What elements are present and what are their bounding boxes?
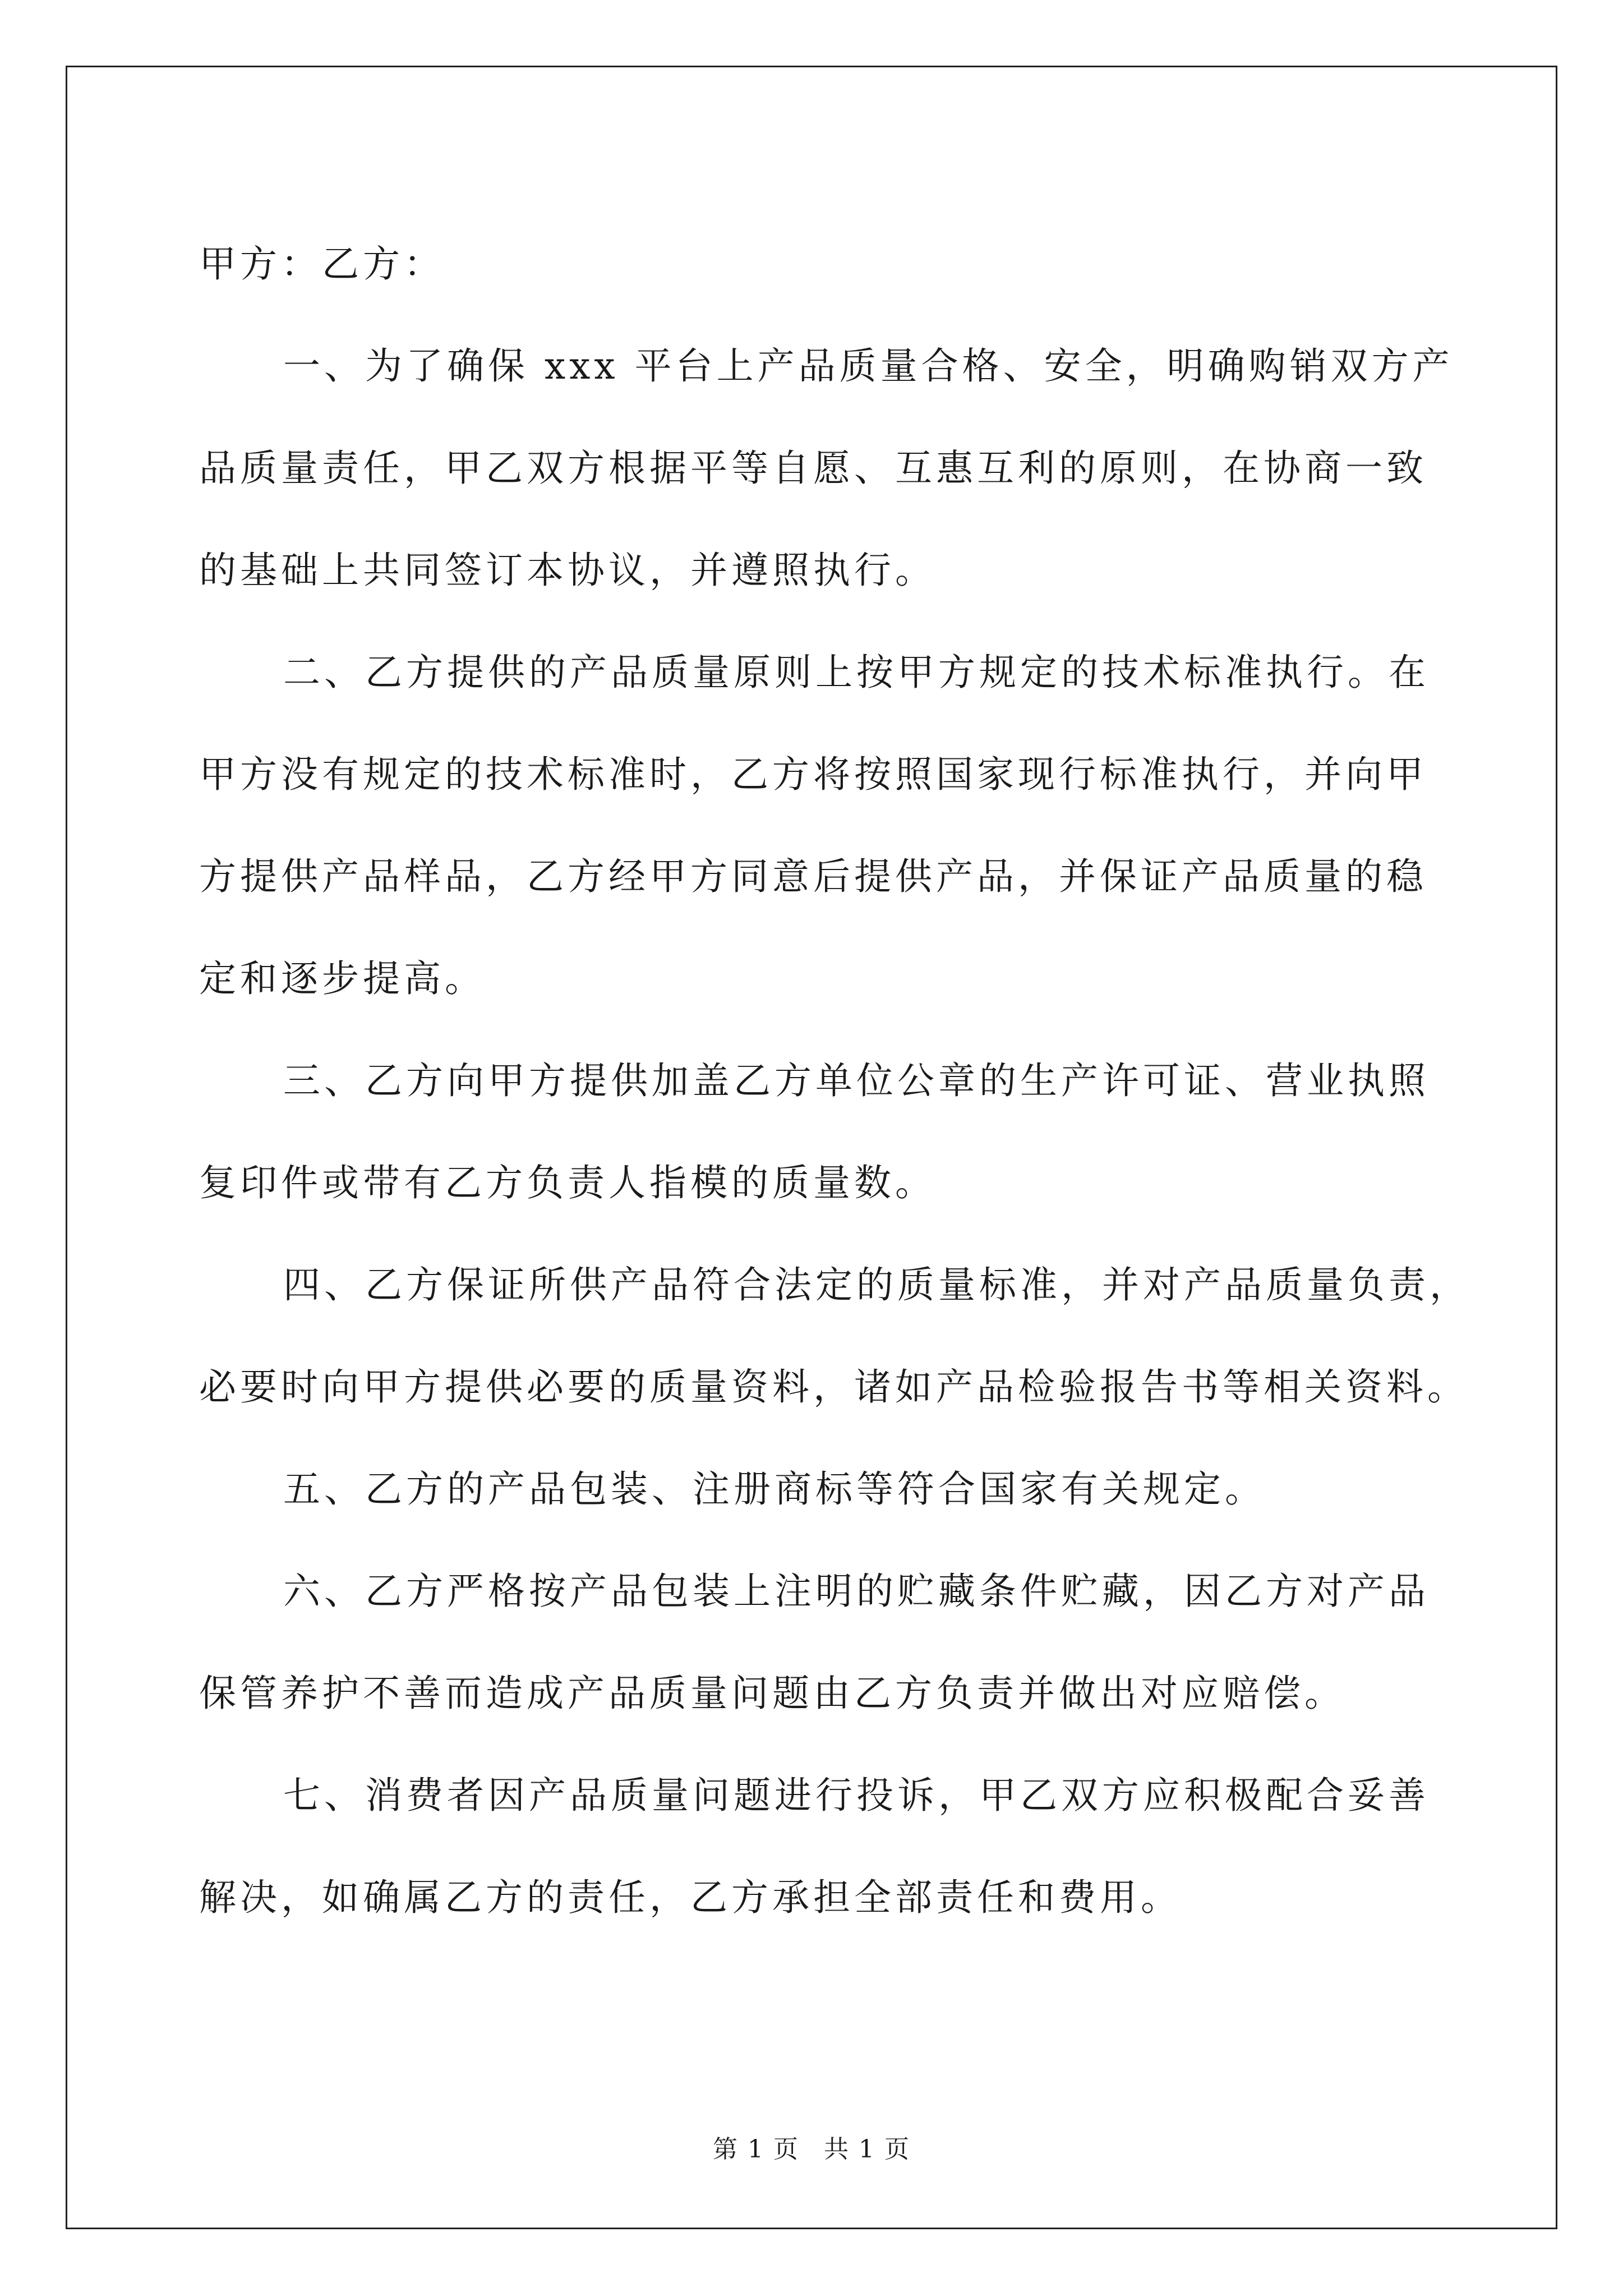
document-body xyxy=(199,213,1470,1949)
clause-5-line-1: 五、乙方的产品包装、注册商标等符合国家有关规定。 xyxy=(283,1467,1266,1511)
clause-3-line-1: 三、乙方向甲方提供加盖乙方单位公章的生产许可证、营业执照 xyxy=(283,1059,1430,1102)
clause-1-line-1: 一、为了确保 xxx 平台上产品质量合格、安全，明确购销双方产 xyxy=(283,344,1454,388)
clause-4-line-2: 必要时向甲方提供必要的质量资料，诸如产品检验报告书等相关资料。 xyxy=(199,1365,1468,1409)
clause-2-line-3: 方提供产品样品，乙方经甲方同意后提供产品，并保证产品质量的稳 xyxy=(199,855,1427,898)
clause-7-line-1: 七、消费者因产品质量问题进行投诉，甲乙双方应积极配合妥善 xyxy=(283,1774,1430,1817)
clause-1-line-2: 品质量责任，甲乙双方根据平等自愿、互惠互利的原则，在协商一致 xyxy=(199,447,1427,490)
clause-2-line-4: 定和逐步提高。 xyxy=(199,957,486,1000)
page-number: 第 1 页 xyxy=(713,2135,799,2164)
clause-6-line-1: 六、乙方严格按产品包装上注明的贮藏条件贮藏，因乙方对产品 xyxy=(283,1570,1430,1613)
page-footer xyxy=(0,2133,1623,2166)
clause-7-line-2: 解决，如确属乙方的责任，乙方承担全部责任和费用。 xyxy=(199,1876,1182,1919)
page-total: 共 1 页 xyxy=(824,2135,910,2164)
clause-2-line-1: 二、乙方提供的产品质量原则上按甲方规定的技术标准执行。在 xyxy=(283,651,1430,694)
clause-1-line-3: 的基础上共同签订本协议，并遵照执行。 xyxy=(199,549,936,592)
clause-4-line-1: 四、乙方保证所供产品符合法定的质量标准，并对产品质量负责， xyxy=(283,1263,1470,1306)
clause-3-line-2: 复印件或带有乙方负责人指模的质量数。 xyxy=(199,1161,936,1204)
party-header-line: 甲方：乙方： xyxy=(199,242,445,286)
clause-2-line-2: 甲方没有规定的技术标准时，乙方将按照国家现行标准执行，并向甲 xyxy=(199,753,1427,796)
clause-6-line-2: 保管养护不善而造成产品质量问题由乙方负责并做出对应赔偿。 xyxy=(199,1672,1345,1715)
